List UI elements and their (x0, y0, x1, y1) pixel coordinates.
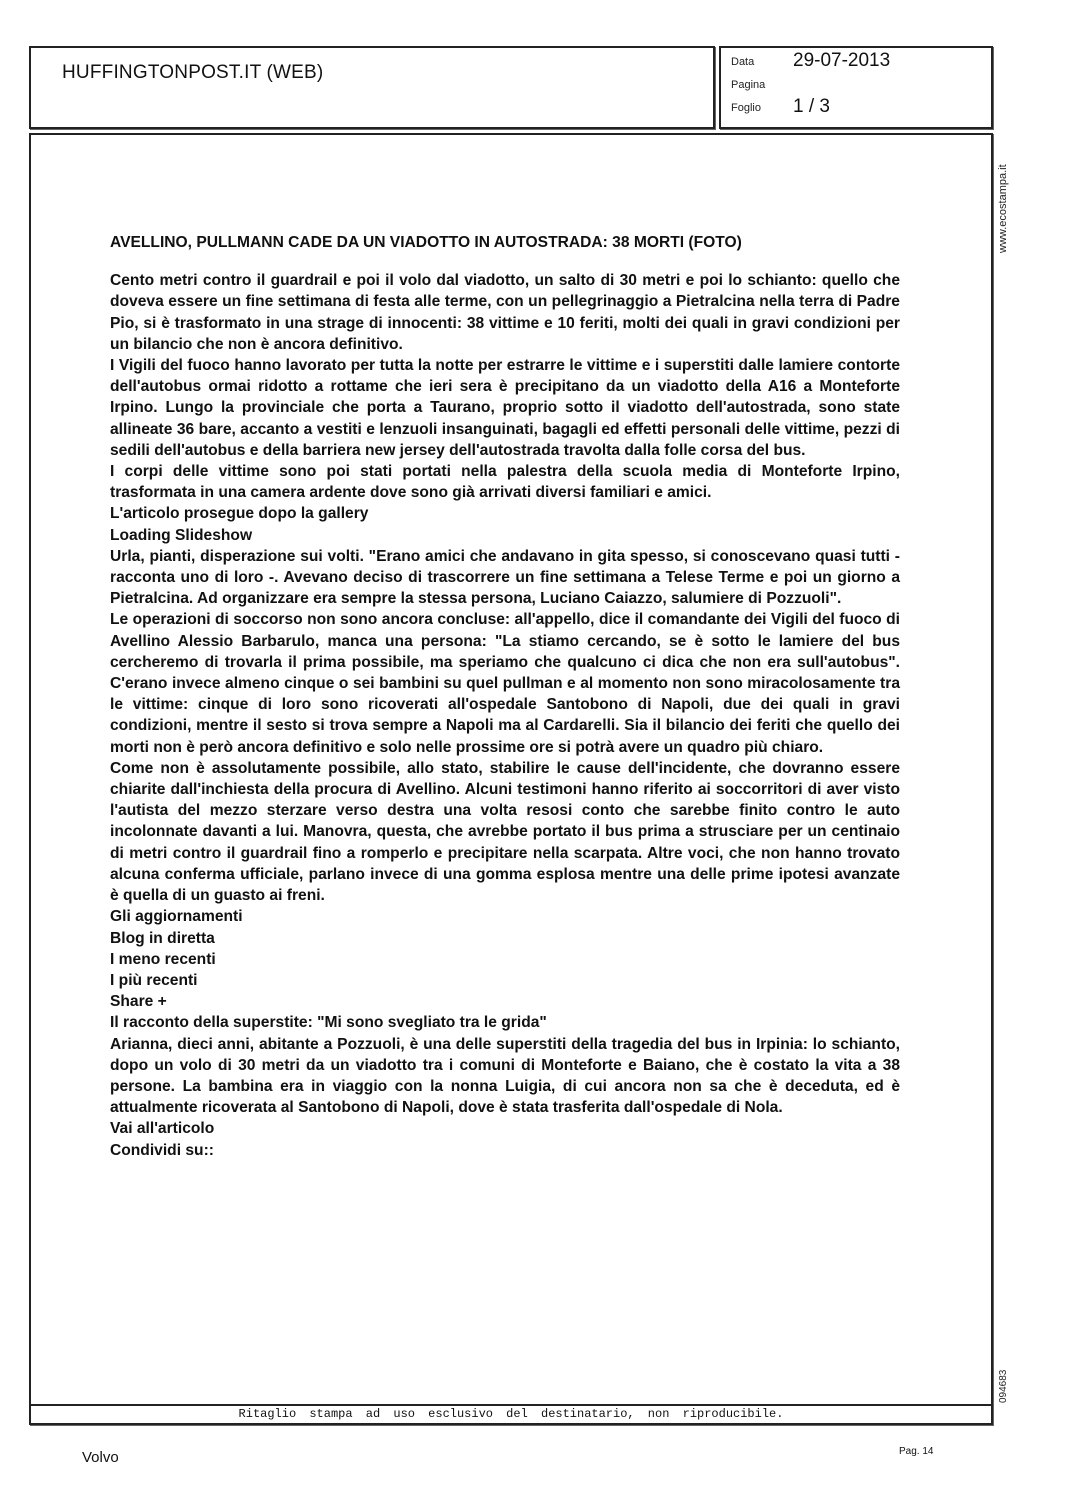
footer-notice-box (29, 1405, 993, 1425)
article-paragraph: Le operazioni di soccorso non sono ancora concluse: all'appello, dice il comandante dei Vigili del fuoco di Avellino Alessio Barbarulo, manca una persona: "La stiamo cercando, se è sotto le lamiere del bus cercheremo di trovarla il prima possibile, ma speriamo che qualcuno ci dica che non era sull'autobus". C'erano invece almeno cinque o sei bambini su quel pullman e al momento non sono miracolosamente tra le vittime: cinque di loro sono ricoverati all'ospedale Santobono di Napoli, due dei quali in gravi condizioni, mentre il sesto si trova sempre a Napoli ma al Cardarelli. Sia il bilancio dei feriti che quello dei morti non è però ancora definitivo e solo nelle prossime ore si potrà avere un quadro più chiaro. (110, 611, 900, 756)
article-paragraph: I Vigili del fuoco hanno lavorato per tutta la notte per estrarre le vittime e i superstiti dalle lamiere contorte dell'autobus ormai ridotto a rottame che ieri sera è precipitano da un viadotto della A16 a Monteforte Irpino. Lungo la provinciale che porta a Taurano, proprio sotto il viadotto dell'autostrada, sono state allineate 36 bare, accanto a vestiti e lenzuoli insanguinati, bagagli ed effetti personali delle vittime, pezzi di sedili dell'autobus e della barriera new jersey dell'autostrada travolta dalla folle corsa del bus. (110, 357, 900, 459)
article-line: I meno recenti (110, 950, 216, 968)
article-line: Il racconto della superstite: "Mi sono svegliato tra le grida" (110, 1014, 547, 1032)
article-paragraph: I corpi delle vittime sono poi stati portati nella palestra della scuola media di Monteforte Irpino, trasformata in una camera ardente dove sono già arrivati diversi familiari e amici. (110, 463, 900, 502)
header-source-box (29, 46, 715, 129)
article-line: Share + (110, 993, 167, 1011)
article-body (110, 270, 900, 1161)
article-title: AVELLINO, PULLMANN CADE DA UN VIADOTTO IN AUTOSTRADA: 38 MORTI (FOTO) (110, 234, 742, 251)
article-paragraph: Arianna, dieci anni, abitante a Pozzuoli, è una delle superstiti della tragedia del bus in Irpinia: lo schianto, dopo un volo di 30 metri da un viadotto tra i comuni di Monteforte e Baiano, che è costato la vita a 38 persone. La bambina era in viaggio con la nonna Luigia, di cui ancora non sa che è deceduta, ed è attualmente ricoverata al Santobono di Napoli, dove è stata trasferita dall'ospedale di Nola. (110, 1035, 900, 1117)
sheet-value: 1 / 3 (793, 96, 830, 117)
sheet-label: Foglio (731, 102, 761, 114)
page-label: Pagina (731, 79, 766, 91)
article-line: Gli aggiornamenti (110, 908, 243, 926)
article (110, 232, 900, 1161)
date-label: Data (731, 56, 755, 68)
article-line: Loading Slideshow (110, 526, 253, 544)
source-title: HUFFINGTONPOST.IT (WEB) (62, 62, 324, 83)
article-paragraph: Come non è assolutamente possibile, allo stato, stabilire le cause dell'incidente, che dovranno essere chiarite dall'inchiesta della procura di Avellino. Alcuni testimoni hanno riferito ai soccorritori di aver visto l'autista del mezzo sterzare verso destra una volta resosi conto che sarebbe finito contro le auto incolonnate davanti a lui. Manovra, questa, che avrebbe portato il bus prima a strusciare per un centinaio di metri contro il guardrail fino a romperlo e precipitare nella scarpata. Altre voci, che non hanno trovato alcuna conferma ufficiale, parlano invece di una gomma esplosa mentre una delle prime ipotesi avanzate è quella di un guasto ai freni. (110, 759, 900, 905)
date-value: 29-07-2013 (793, 50, 891, 71)
article-line: Condividi su:: (110, 1141, 214, 1159)
article-line: L'articolo prosegue dopo la gallery (110, 505, 369, 523)
side-website-label: www.ecostampa.it (997, 164, 1009, 253)
article-paragraph: Urla, pianti, disperazione sui volti. "Erano amici che andavano in gita spesso, si conoscevano quasi tutti - racconta uno di loro -. Avevano deciso di trascorrere un fine settimana a Telese Terme e poi un giorno a Pietralcina. Ad organizzare era sempre la stessa persona, Luciano Caiazzo, salumiere di Pozzuoli". (110, 547, 900, 608)
client-name: Volvo (82, 1449, 119, 1466)
page-number: Pag. 14 (899, 1446, 934, 1457)
article-line: Vai all'articolo (110, 1120, 215, 1138)
header-meta-box (719, 46, 993, 129)
article-line: I più recenti (110, 971, 198, 989)
side-code-label: 094683 (998, 1369, 1009, 1403)
reproduction-notice: Ritaglio stampa ad uso esclusivo del destinatario, non riproducibile. (238, 1407, 784, 1421)
article-line: Blog in diretta (110, 929, 215, 947)
article-paragraph: Cento metri contro il guardrail e poi il volo dal viadotto, un salto di 30 metri e poi lo schianto: quello che doveva essere un fine settimana di festa alle terme, con un pellegrinaggio a Pietralcina nella terra di Padre Pio, si è trasformato in una strage di innocenti: 38 vittime e 10 feriti, molti dei quali in gravi condizioni per un bilancio che non è ancora definitivo. (110, 272, 900, 353)
